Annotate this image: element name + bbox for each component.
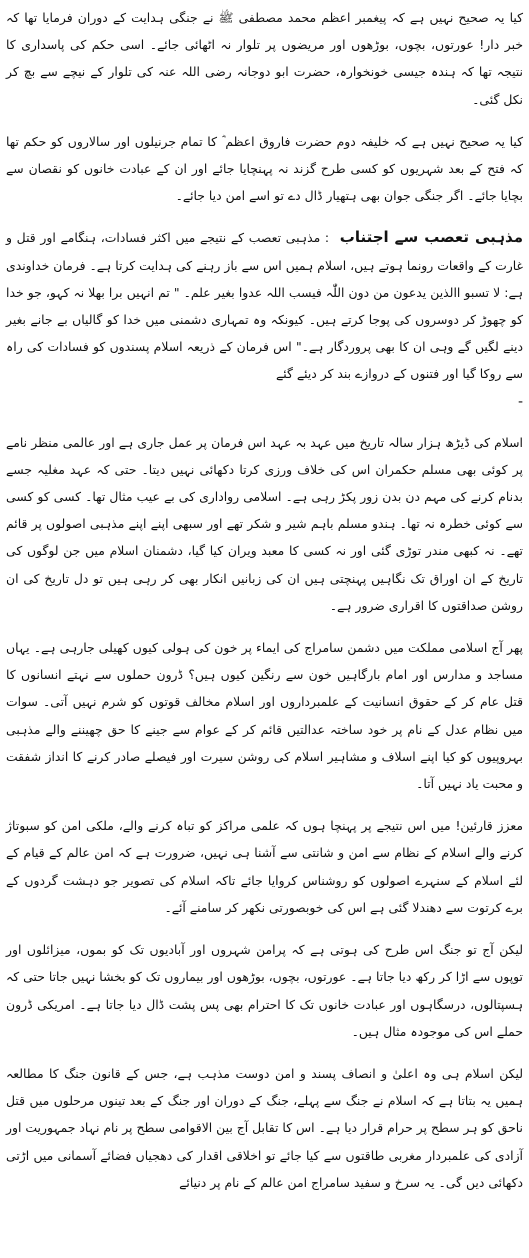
paragraph-3-text: : مذہبی تعصب کے نتیجے میں اکثر فسادات، ہنگامے اور قتل و غارت کے واقعات رونما ہوتے ہیں، اسلام ہمیں اس سے باز رہنے کی ہدایت کرتا ہے۔ فرمان خداوندی ہے: لا تسبو االذین یدعون من دون اللّٰہ فیسب اللہ عدوا بغیر علم۔ " تم انہیں برا بھلا نہ کہو، جو خدا کو چھوڑ کر دوسروں کی پوجا کرتے ہیں۔ کیونکہ وہ تمہاری دشمنی میں خدا کو گالیاں بے جانے بغیر دینے لگیں گے وہی ان کا بھی پروردگار ہے۔" اس فرمان کے ذریعہ اسلام پسندوں کو فسادات کی راہ سے روکا گیا اور فتنوں کے دروازے بند کر دیئے گئے (6, 230, 523, 382)
paragraph-1-text: کیا یہ صحیح نہیں ہے کہ پیغمبر اعظم محمد مصطفی ﷺ نے جنگی ہدایت کے دوران فرمایا تھا کہ خبر دار! عورتوں، بچوں، بوڑھوں اور مریضوں پر تلوار نہ اٹھائی جائے۔ اسی حکم کی پاسداری کا نتیجہ تھا کہ ہندہ جیسی خونخوارہ، حضرت ابو دوجانہ رضی اللہ عنہ کی تلوار کے نیچے سے بچ کر نکل گئی۔ (6, 10, 523, 107)
paragraph-6 (6, 812, 523, 921)
paragraph-3 (6, 224, 523, 387)
paragraph-7-text: لیکن آج تو جنگ اس طرح کی ہوتی ہے کہ پرامن شہروں اور آبادیوں تک کو بموں، میزائلوں اور توپوں سے اڑا کر رکھ دیا جاتا ہے۔ عورتوں، بچوں، بوڑھوں اور بیماروں تک کو بخشا نہیں جاتا حتی کہ ہسپتالوں، درسگاہوں اور عبادت خانوں تک کا احترام بھی پس پشت ڈال دیا جاتا ہے۔ امریکی ڈرون حملے اس کی موجودہ مثال ہیں۔ (6, 942, 523, 1039)
paragraph-6-text: معزز قارئین! میں اس نتیجے پر پہنچا ہوں کہ علمی مراکز کو تباہ کرنے والے، ملکی امن کو سبوتاژ کرنے والے اسلام کے نظام سے امن و شانتی سے آشنا ہی نہیں، ضرورت ہے کہ امن عالم کے قیام کے لئے اسلام کے سنہرے اصولوں کو روشناس کروایا جائے تاکہ اسلام کی تصویر جو دہشت گردوں کے برے کرتوت سے دھندلا گئی ہے اس کی خوبصورتی نکھر کر سامنے آئے۔ (6, 818, 523, 915)
paragraph-4 (6, 429, 523, 619)
paragraph-2-text: کیا یہ صحیح نہیں ہے کہ خلیفہ دوم حضرت فاروق اعظم ؓ کا تمام جرنیلوں اور سالاروں کو حکم تھا کہ فتح کے بعد شہریوں کو کسی طرح گزند نہ پہنچایا جائے اور ان کے عبادت خانوں کو نقصان سے بچایا جائے۔ اگر جنگی جوان بھی ہتھیار ڈال دے تو اسے امن دیا جائے۔ (6, 133, 523, 204)
paragraph-1 (6, 4, 523, 113)
paragraph-5 (6, 634, 523, 797)
paragraph-4-text: اسلام کی ڈیڑھ ہزار سالہ تاریخ میں عہد بہ عہد اس فرمان پر عمل جاری ہے اور عالمی منظر نامے پر کوئی بھی مسلم حکمران اس کی خلاف ورزی کرتا دکھائی نہیں دیتا۔ حتی کہ عہد مغلیہ جسے بدنام کرنے کی مہم دن بدن زور پکڑ رہی ہے۔ اسلامی رواداری کی بے عیب مثال تھا۔ کسی کو کسی سے کوئی خطرہ نہ تھا۔ ہندو مسلم باہم شیر و شکر تھے اور سبھی اپنے اپنے مذہبی اصولوں پر قائم تھے۔ نہ کبھی مندر توڑی گئی اور نہ کسی کا معبد ویران کیا گیا، دشمنان اسلام میں جن لوگوں کی تاریخ کے ان اوراق تک نگاہیں پہنچتی ہیں ان کی زبانیں انکار بھی کر رہی ہیں تو دل تاریخ کی ان روشن صداقتوں کا اقراری ضرور ہے۔ (6, 434, 523, 613)
paragraph-5-text: پھر آج اسلامی مملکت میں دشمن سامراج کی ایماء پر خون کی ہولی کیوں کھیلی جارہی ہے۔ یہاں مساجد و مدارس اور امام بارگاہیں خون سے رنگین کیوں ہیں؟ ڈرون حملوں سے نہتے انسانوں کا قتل عام کر کے حقوق انسانیت کے علمبرداروں اور اسلام مخالف قوتوں کو شرم نہیں آتی۔ سوات میں نظام عدل کے نام پر خود ساختہ عدالتیں قائم کر کے عوام سے جینے کا حق چھیننے والے مذہبی بہروپیوں کو کیا اپنے اسلاف و مشاہیر اسلام کی روشن سیرت اور فیصلے صادر کرنے کا انداز شفقت و محبت یاد نہیں آتا۔ (6, 640, 523, 792)
paragraph-8-text: لیکن اسلام ہی وہ اعلیٰ و انصاف پسند و امن دوست مذہب ہے، جس کے قانون جنگ کا مطالعہ ہمیں یہ بتاتا ہے کہ اسلام نے جنگ سے پہلے، جنگ کے دوران اور جنگ کے بعد تینوں مرحلوں میں قتل ناحق کو ہر سطح پر حرام قرار دیا ہے۔ اس کا تقابل آج بین الاقوامی سطح پر نام نہاد جمہوریت اور آزادی کی علمبردار مغربی طاقتوں سے کیا جائے تو اخلاقی اقدار کی دھجیاں فضائے آسمانی میں اڑتی دکھائی دیں گی۔ یہ سرخ و سفید سامراج امن عالم کے نام پر دنیائے (6, 1065, 523, 1190)
paragraph-2 (6, 128, 523, 210)
section-heading: مذہبی تعصب سے اجتناب (339, 228, 523, 247)
paragraph-8 (6, 1060, 523, 1196)
separator-dash: - (517, 393, 523, 410)
paragraph-7 (6, 936, 523, 1045)
